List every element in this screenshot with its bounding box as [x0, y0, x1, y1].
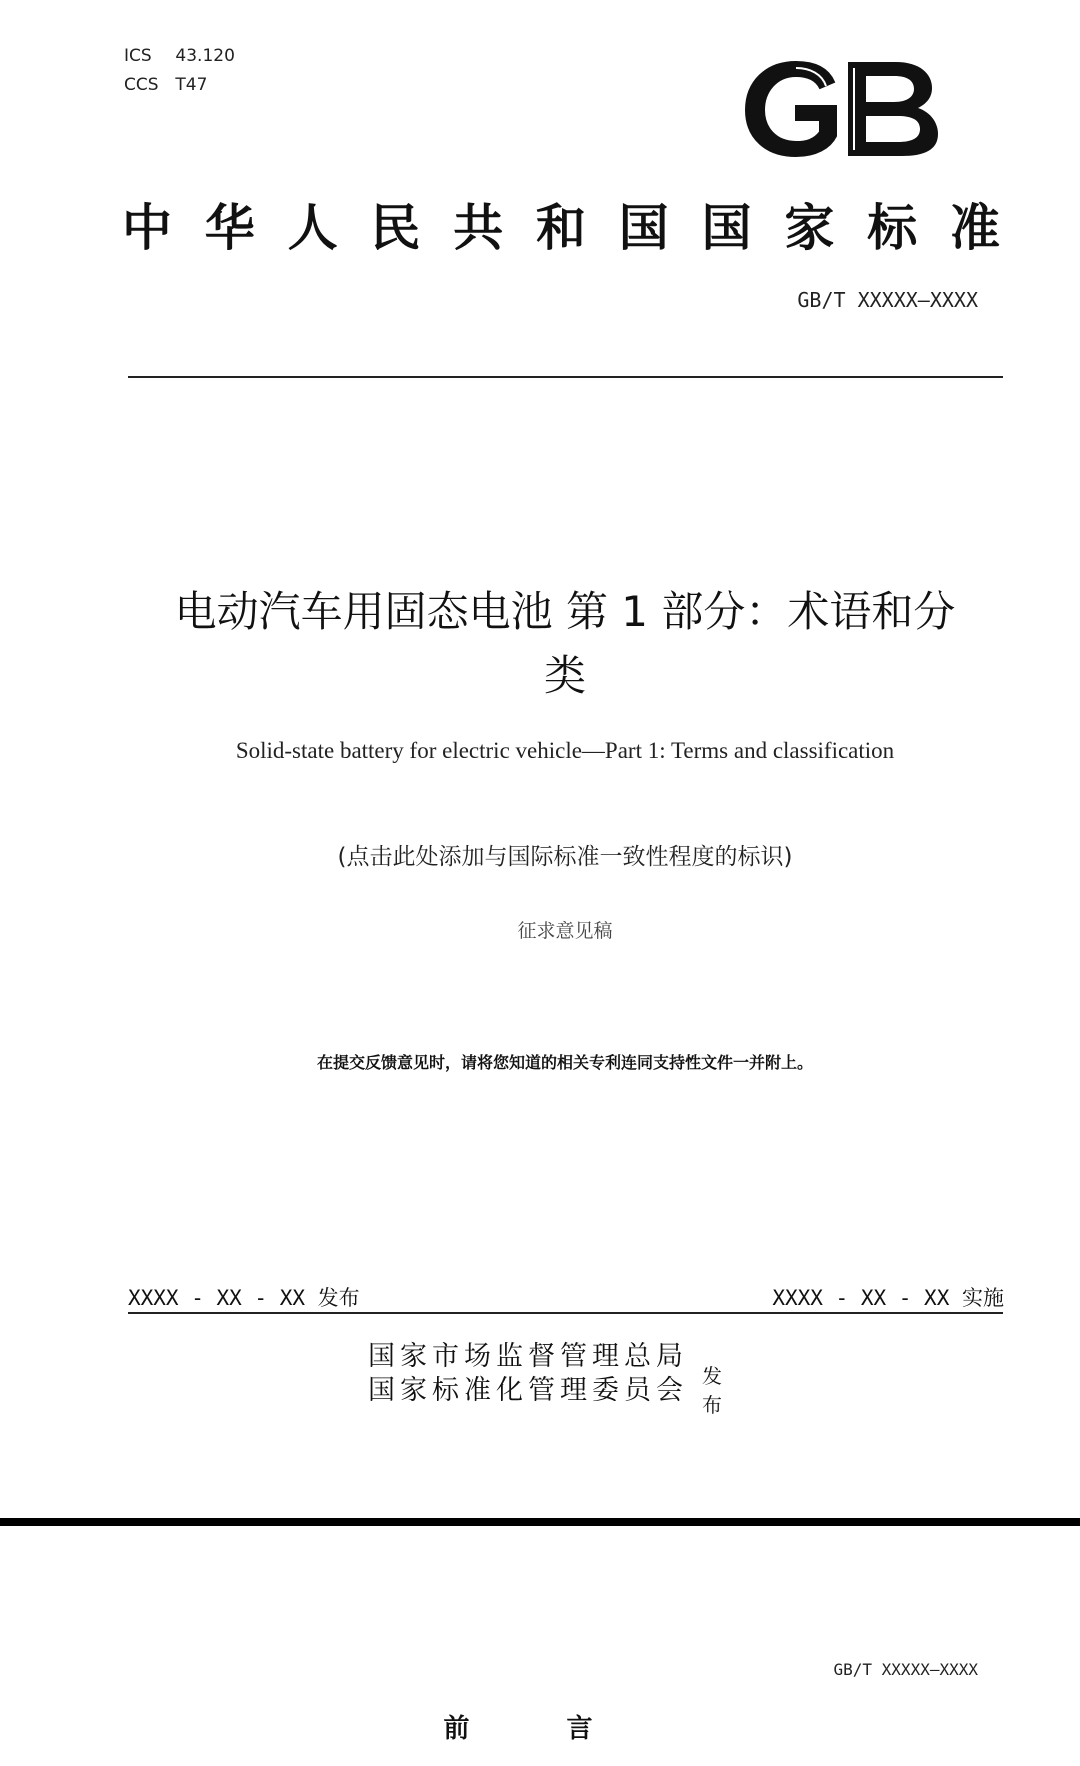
document-title-cn-line1: 电动汽车用固态电池 第 1 部分：术语和分 — [174, 587, 956, 636]
issuer-block — [368, 1340, 768, 1416]
document-title-cn — [110, 580, 1020, 708]
gb-logo-icon — [736, 54, 944, 164]
footer-divider — [128, 1312, 1003, 1314]
ccs-label: CCS — [124, 75, 159, 95]
ccs-row — [124, 71, 235, 100]
implementation-date: XXXX - XX - XX 实施 — [772, 1286, 1004, 1310]
issuer-action: 发 布 — [702, 1364, 730, 1417]
ics-row — [124, 42, 235, 71]
header-divider — [128, 376, 1003, 378]
document-title-en: Solid-state battery for electric vehicle—Part 1: Terms and classification — [235, 738, 895, 763]
national-standard-title: 中华人民共和国国家标准 — [122, 199, 1002, 257]
draft-status: 征求意见稿 — [517, 920, 613, 942]
foreword-heading: 前 言 — [443, 1714, 637, 1744]
publication-date: XXXX - XX - XX 发布 — [128, 1286, 360, 1310]
standard-number: GB/T XXXXX—XXXX — [797, 288, 978, 312]
issuer-name-samr: 国家市场监督管理总局 — [368, 1341, 688, 1372]
classification-codes — [124, 42, 235, 100]
patent-notice: 在提交反馈意见时，请将您知道的相关专利连同支持性文件一并附上。 — [316, 1053, 813, 1072]
issuer-name-sac: 国家标准化管理委员会 — [368, 1375, 688, 1406]
document-title-cn-line2: 类 — [543, 651, 586, 700]
ics-label: ICS — [124, 46, 152, 66]
ics-value: 43.120 — [175, 46, 235, 66]
page-break-rule — [0, 1518, 1080, 1526]
issuer-names — [368, 1340, 688, 1408]
ccs-value: T47 — [175, 75, 208, 95]
next-page-standard-number: GB/T XXXXX—XXXX — [833, 1660, 978, 1679]
intl-consistency-placeholder[interactable]: (点击此处添加与国际标准一致性程度的标识) — [337, 844, 793, 870]
